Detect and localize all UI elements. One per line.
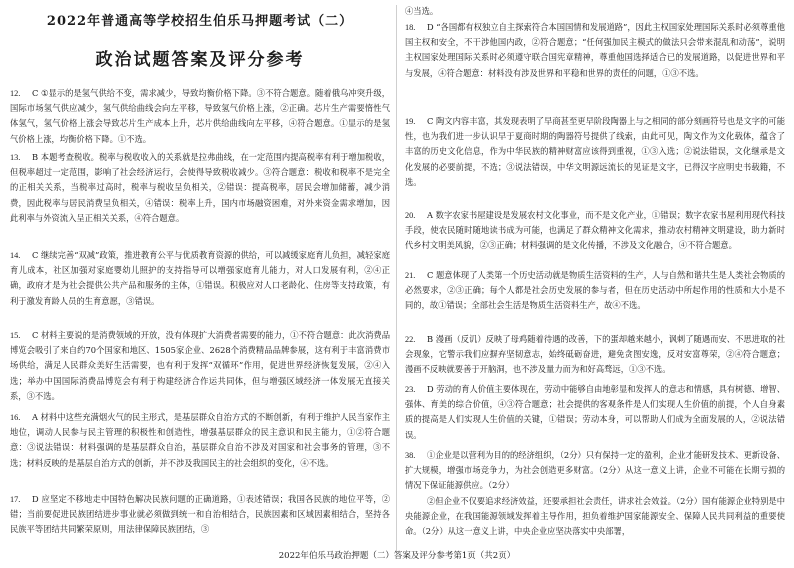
answer-item [405,332,785,378]
answer-text [10,248,390,309]
column-divider [396,5,397,553]
answer-body: ①企业是以营利为目的的经济组织，（2分）只有保持一定的盈利，企业才能研发技术、更新设备、扩大规模，增强市场竞争力，为社会创造更多财富。（2分）从这一意义上讲，企业不可能在长期亏损的情况下保证能源供应。（2分） [405,450,785,491]
answer-text [10,86,390,147]
answer-item [405,382,785,443]
question-number: 38. [405,451,416,460]
answer-item [10,492,390,538]
question-number: 12. [10,89,21,98]
answer-item [405,208,785,254]
answer-text [405,268,785,314]
question-number: 21. [405,271,416,280]
question-number: 23. [405,385,416,394]
answer-item [405,4,785,19]
answer-body: C 材料主要说的是消费领域的开放，没有体现扩大消费者需要的能力，①不符合题意：此次消费品博览会吸引了来自约70个国家和地区、1505家企业、2628个消费精品品牌参展，这有利于丰富消费市场供给，满足人民群众美好生活需要，也有利于发挥“双循环”作用，促进世界经济恢复发展，②④入选；举办中国国际消费品博览会有利于构建经济合作运共同体，但与增强区域经济一体发展无直接关系，③不选。 [10,330,390,401]
answer-text [405,448,785,494]
answer-body: A 材料中这些充满烟火气的民主形式，是基层群众自治方式的不断创新，有利于维护人民当家作主地位，调动人民参与民主管理的积极性和创造性，增强基层群众的民主意识和民主能力，①②符合题意：③说法错误：材料强调的是基层群众自治，基层群众自治不涉及对国家和社会事务的管理，③不选；材料反映的是基层自治方式的创新，并不涉及我国民主的社会组织的变化，④不选。 [10,412,390,468]
answer-body: C 陶文内容丰富，其发现表明了早商甚至更早阶段陶器上与之相同的部分刻画符号也是文字的可能性，也为我们进一步认识早于夏商时期的陶器符号提供了线索，由此可见，陶文作为文化载体，蕴含了丰富的历史文化信息，作为中华民族的精神财富应该得到重视，①③入选；②说法错误，文化继承是文化发展的必要前提，不选；③说法错误，中华文明源远流长的见证是文字，已得汉字应明史书载籍，不选。 [405,116,785,187]
page-footer: 2022年伯乐马政治押题（二）答案及评分参考第1页（共2页） [278,551,516,561]
answer-text [10,492,390,538]
answer-item [405,448,785,539]
answer-item [405,114,785,190]
answer-body: C 继续完善“双减”政策，推进教育公平与优质教育资源的供给，可以减缓家庭育儿负担，减轻家庭育儿成本，社区加强对家庭婴幼儿照护的支持指导可以增强家庭育儿能力，对人口发展有利，②④正确，政府才是为社会提供公共产品和服务的主体，①错误。积极应对人口老龄化、住房等支持政策，有利于激发育龄人员的生育意愿，③错误。 [10,250,390,306]
question-number: 22. [405,335,416,344]
answer-item [10,410,390,471]
answer-text [10,150,390,226]
answer-body: D 劳动的育人价值主要体现在，劳动中能够自由地彰显和发挥人的意志和情感，具有树德、增智、强体、育美的综合价值，④③符合题意；社会提供的客观条件是人们实现人生价值的前提，个人自身素质的提高是人们实现人生价值的关键，①错误；劳动本身，可以帮助人们成为全面发展的人，②说法错误。 [405,384,785,440]
answer-body: C ①显示的是氢气供给不变，需求减少，导致均衡价格下降。③不符合题意。随着俄乌冲突升级，国际市场氢气供应减少，氢气供给曲线会向左平移，导致氢气价格上涨，②正确。芯片生产需要惰性气体氢气，氢气价格上涨会导致芯片生产成本上升，芯片供给曲线向左平移，④符合题意。①显示的是氢气价格上涨，均衡价格下降。①不选。 [10,88,390,144]
answer-text [405,4,785,19]
question-number: 20. [405,211,416,220]
answer-body: ②但企业不仅要追求经济效益，还要承担社会责任，讲求社会效益。（2分）国有能源企业特别是中央能源企业，在我国能源领域发挥着主导作用，担负着维护国家能源安全、保障人民共同利益的重要使命。（2分）从这一意义上讲，中央企业应坚决落实中央部署， [405,495,785,537]
question-number: 17. [10,495,21,504]
answer-body: A 数字农家书屋建设是发展农村文化事业，而不是文化产业，①错误；数字农家书屋利用现代科技手段，使农民随时随地读书成为可能，也满足了群众精神文化需求，推动农村精神文明建设，助力新时代乡村文明美风貌，②③正确；材料强调的是文化传播，不涉及文化融合，④不符合题意。 [405,210,785,251]
question-number: 16. [10,413,21,422]
answer-text [405,20,785,81]
answer-item [10,248,390,309]
question-number: 19. [405,117,416,126]
answer-text [405,382,785,443]
answer-text [405,114,785,190]
answer-body: B 漫画（反讥）反映了母鸡随着待遇的改善，下的蛋却越来越小，讽刺了随遇而安、不思进取的社会现象，它警示我们应摒弃坚韧意志，始终砥砺奋进，避免贪图安逸，反对安富尊荣，②④符合题意；漫画不反映就要善于开脑洞，也不涉及量力而为和好高骛远，①③不选。 [405,334,785,375]
answer-item [10,86,390,147]
answer-body: D “各国都有权独立自主探索符合本国国情和发展道路”，因此主权国家处理国际关系时必须尊重他国主权和安全，不干涉他国内政，②符合题意；“任何强加民主模式的做法只会带来混乱和动荡”，说明主权国家处理国际关系时必须遵守联合国宪章精神，尊重他国选择适合已的发展道路，以促进世界和平与发展，④符合题意：材料没有涉及世界和平稳和世界的责任的问题，①③不选。 [405,22,785,78]
answer-text [405,208,785,254]
answer-body: B 本题考查税收。税率与税收收入的关系就是拉弗曲线，在一定范围内提高税率有利于增加税收，但税率超过一定范围，影响了社会经济运行，会使得导致税收减少。③符合题意：税收和税率不是完全的正相关关系，当税率过高时，税率与税收呈负相关，②错误：提高税率，居民会增加储蓄，减少消费，因此税率与居民消费呈负相关，④错误：税率上升，国内市场融资困难，对外来资金需求增加，因此利率与外资流入呈正相关关系，④符合题意。 [10,152,390,223]
answer-body: ④当选。 [405,6,439,16]
exam-title: 2022年普通高等学校招生伯乐马押题考试（二） [46,14,354,29]
answer-text [10,328,390,404]
answer-item [405,20,785,81]
answer-text [405,494,785,540]
answer-text [10,410,390,471]
answer-item [10,328,390,404]
question-number: 13. [10,153,21,162]
question-number: 14. [10,251,21,260]
answer-item [10,150,390,226]
answer-item [405,268,785,314]
answer-body: D 应坚定不移地走中国特色解决民族问题的正确道路，①表述错误；我国各民族的地位平等，②错；当前要促进民族团结进步事业就必须做到统一和自治相结合，民族因素和区域因素相结合，坚持各民族平等团结共同繁荣原则，用法律保障民族团结，③ [10,494,390,535]
answer-body: C 题意体现了人类第一个历史活动就是物质生活资料的生产，人与自然和谐共生是人类社会物质的必然要求，②③正确；每个人都是社会历史发展的参与者，但在历史活动中所起作用的性质和大小是不同的，故①错误；全部社会生活是物质生活资料生产，故④不选。 [405,270,785,311]
question-number: 15. [10,331,21,340]
document-title: 政治试题答案及评分参考 [95,50,305,70]
question-number: 18. [405,23,416,32]
answer-text [405,332,785,378]
